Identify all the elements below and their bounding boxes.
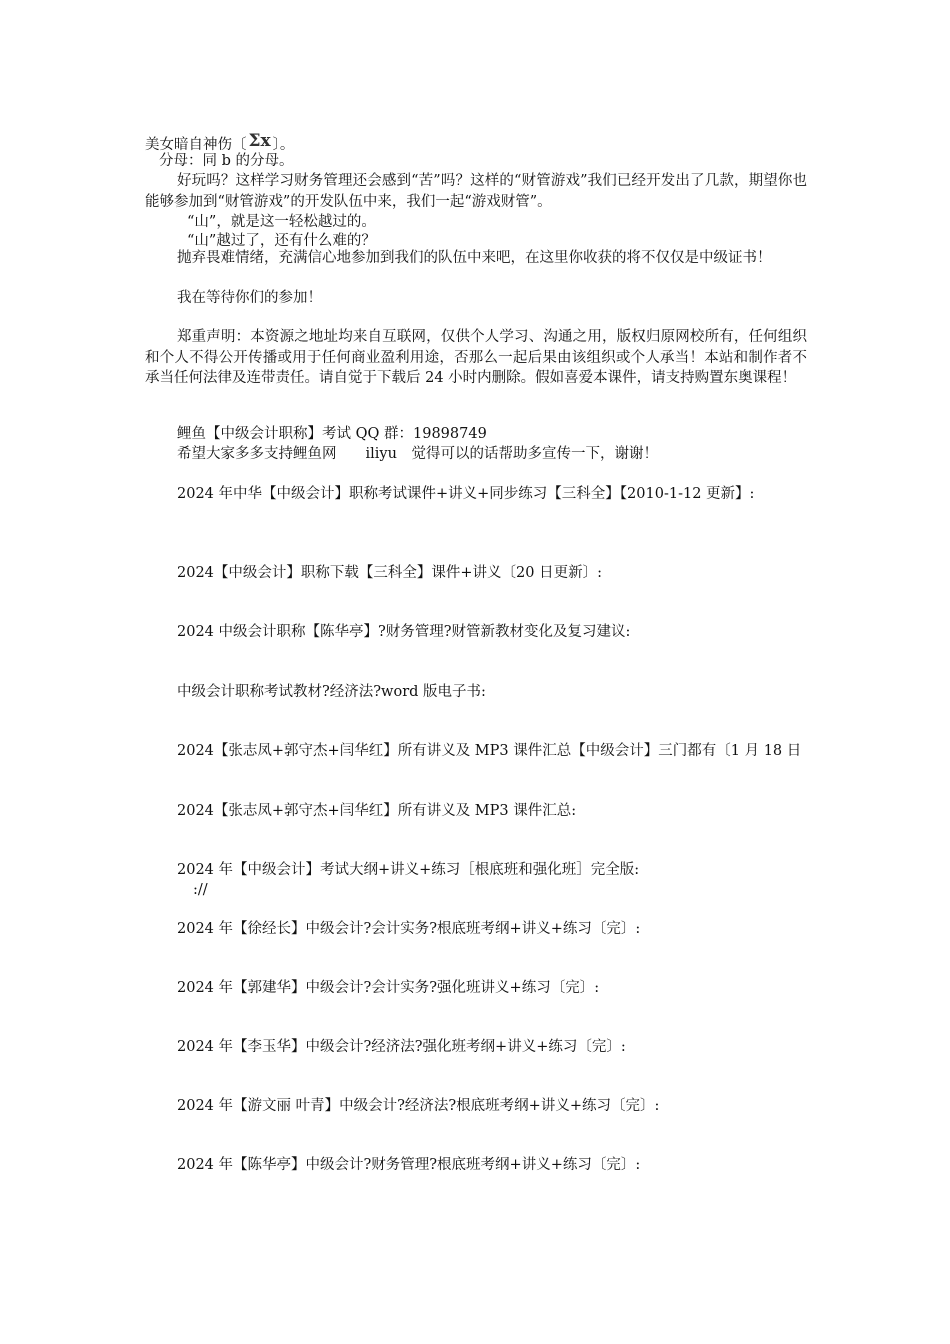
paragraph-disclaimer: 郑重声明：本资源之地址均来自互联网，仅供个人学习、沟通之用，版权归原网校所有，任何组织和个人不得公开传播或用于任何商业盈利用途，否那么一起后果由该组织或个人承当！本站和制作者不承当任何法律及连带责任。请自觉于下载后 24 小时内删除。假如喜爱本课件，请支持购置东奥课程！ [145,329,807,386]
paragraph-join-team: 抛弃畏难情绪，充满信心地参加到我们的队伍中来吧，在这里你收获的将不仅仅是中级证书！ [177,250,772,266]
course-link-5[interactable]: 2024【张志凤+郭守杰+闫华红】所有讲义及 MP3 课件汇总【中级会计】三门都有〔1 月 18 日 [177,743,802,759]
support-line: 希望大家多多支持鲤鱼网 iliyu 觉得可以的话帮助多宣传一下，谢谢！ [177,446,658,462]
course-link-12[interactable]: 2024 年【陈华亭】中级会计?财务管理?根底班考纲+讲义+练习〔完〕: [177,1157,641,1173]
mountain-line-2: “山”越过了，还有什么难的？ [187,233,376,249]
course-link-6[interactable]: 2024【张志凤+郭守杰+闫华红】所有讲义及 MP3 课件汇总: [177,803,577,819]
denominator-line: 分母：同 b 的分母。 [159,153,294,169]
qq-group-line: 鲤鱼【中级会计职称】考试 QQ 群：19898749 [177,426,487,442]
course-link-7[interactable]: 2024 年【中级会计】考试大纲+讲义+练习［根底班和强化班］完全版: [177,862,640,878]
waiting-line: 我在等待你们的参加！ [177,290,322,306]
course-link-4[interactable]: 中级会计职称考试教材?经济法?word 版电子书: [177,684,486,700]
paragraph-game-intro: 好玩吗？这样学习财务管理还会感到“苦”吗？这样的“财管游戏”我们已经开发出了几款，期望你也能够参加到“财管游戏”的开发队伍中来，我们一起“游戏财管”。 [145,173,807,210]
sigma-formula-image: Σx [248,131,271,151]
url-fragment[interactable]: :// [193,882,208,898]
course-link-2[interactable]: 2024【中级会计】职称下载【三科全】课件+讲义〔20 日更新〕: [177,565,602,581]
formula-line-text: 美女暗自神伤〔 [145,137,247,153]
course-link-11[interactable]: 2024 年【游文丽 叶青】中级会计?经济法?根底班考纲+讲义+练习〔完〕: [177,1098,660,1114]
course-link-3[interactable]: 2024 中级会计职称【陈华亭】?财务管理?财管新教材变化及复习建议: [177,624,631,640]
course-link-8[interactable]: 2024 年【徐经长】中级会计?会计实务?根底班考纲+讲义+练习〔完〕: [177,921,641,937]
mountain-line-1: “山”，就是这一轻松越过的。 [187,214,376,230]
formula-line-end: 〕。 [272,137,295,153]
course-link-9[interactable]: 2024 年【郭建华】中级会计?会计实务?强化班讲义+练习〔完〕: [177,980,600,996]
course-link-1[interactable]: 2024 年中华【中级会计】职称考试课件+讲义+同步练习【三科全】【2010-1-12 更新】: [177,486,755,502]
course-link-10[interactable]: 2024 年【李玉华】中级会计?经济法?强化班考纲+讲义+练习〔完〕: [177,1039,626,1055]
